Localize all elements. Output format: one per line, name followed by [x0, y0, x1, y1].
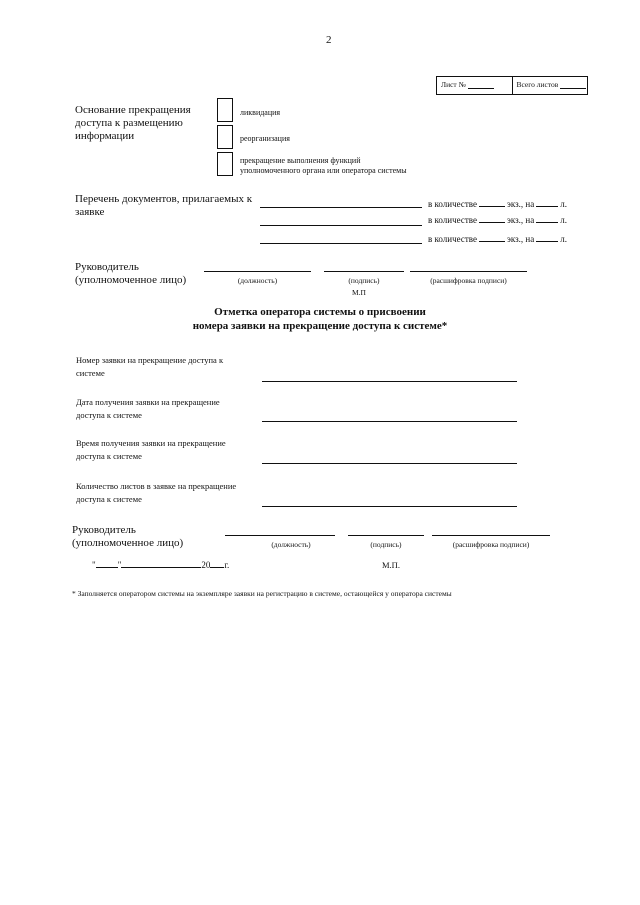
receipt-time-label: Время получения заявки на прекращение доступа к системе [76, 438, 226, 461]
documents-list-label: Перечень документов, прилагаемых к заявке [75, 193, 253, 218]
total-sheets-field[interactable] [560, 80, 586, 89]
signer2-decoding-line[interactable] [432, 535, 550, 536]
function-termination-checkbox[interactable] [217, 152, 233, 176]
date-year-field[interactable] [210, 558, 224, 568]
total-sheets-label: Всего листов [516, 80, 559, 89]
sheet-number-cell [437, 77, 512, 94]
document-line-2[interactable] [260, 225, 422, 226]
footnote: * Заполняется оператором системы на экземпляре заявки на регистрацию в системе, остающейся у оператора системы [72, 589, 452, 598]
document-count-row-1: в количестве экз., на л. [428, 199, 567, 209]
date-month-field[interactable] [121, 558, 201, 568]
sheet-count-label: Количество листов в заявке на прекращение доступа к системе [76, 481, 237, 504]
page-number: 2 [326, 34, 332, 46]
receipt-time-field[interactable] [262, 463, 517, 464]
document-count-row-3: в количестве экз., на л. [428, 234, 567, 244]
termination-basis-label: Основание прекращения доступа к размещению информации [75, 104, 191, 142]
signer2-label: Руководитель (уполномоченное лицо) [72, 524, 184, 549]
total-sheets-cell [512, 77, 588, 94]
signer1-label: Руководитель (уполномоченное лицо) [75, 261, 187, 286]
signer1-position-caption: (должность) [237, 276, 278, 285]
signer1-signature-caption: (подпись) [348, 276, 380, 285]
request-number-label: Номер заявки на прекращение доступа к системе [76, 355, 224, 378]
signer1-signature-line[interactable] [324, 271, 404, 272]
signer1-decoding-caption: (расшифровка подписи) [430, 276, 507, 285]
signer2-date: " " 20 г. [92, 560, 230, 570]
signer2-decoding-caption: (расшифровка подписи) [452, 540, 530, 549]
sheet-count-field[interactable] [262, 506, 517, 507]
reorganization-checkbox[interactable] [217, 125, 233, 149]
date-day-field[interactable] [96, 558, 118, 568]
document-line-1[interactable] [260, 207, 422, 208]
reorganization-option-label: реорганизация [240, 134, 290, 143]
document-line-3[interactable] [260, 243, 422, 244]
sheet-number-field[interactable] [468, 80, 494, 89]
signer2-signature-caption: (подпись) [370, 540, 402, 549]
signer2-position-caption: (должность) [271, 540, 311, 549]
signer2-signature-line[interactable] [348, 535, 424, 536]
document-count-row-2: в количестве экз., на л. [428, 215, 567, 225]
liquidation-option-label: ликвидация [240, 108, 281, 117]
signer2-stamp-label: М.П. [382, 560, 400, 570]
receipt-date-field[interactable] [262, 421, 517, 422]
liquidation-checkbox[interactable] [217, 98, 233, 122]
signer1-decoding-line[interactable] [410, 271, 527, 272]
sheet-number-label: Лист № [441, 80, 466, 89]
signer1-stamp-label: М.П [352, 288, 366, 297]
sheet-counter-box [436, 76, 588, 95]
operator-section-heading: Отметка оператора системы о присвоении номера заявки на прекращение доступа к системе* [192, 306, 448, 332]
request-number-field[interactable] [262, 381, 517, 382]
signer1-position-line[interactable] [204, 271, 311, 272]
receipt-date-label: Дата получения заявки на прекращение доступа к системе [76, 397, 220, 420]
signer2-position-line[interactable] [225, 535, 335, 536]
function-termination-option-label: прекращение выполнения функций уполномоченного органа или оператора системы [240, 156, 407, 175]
